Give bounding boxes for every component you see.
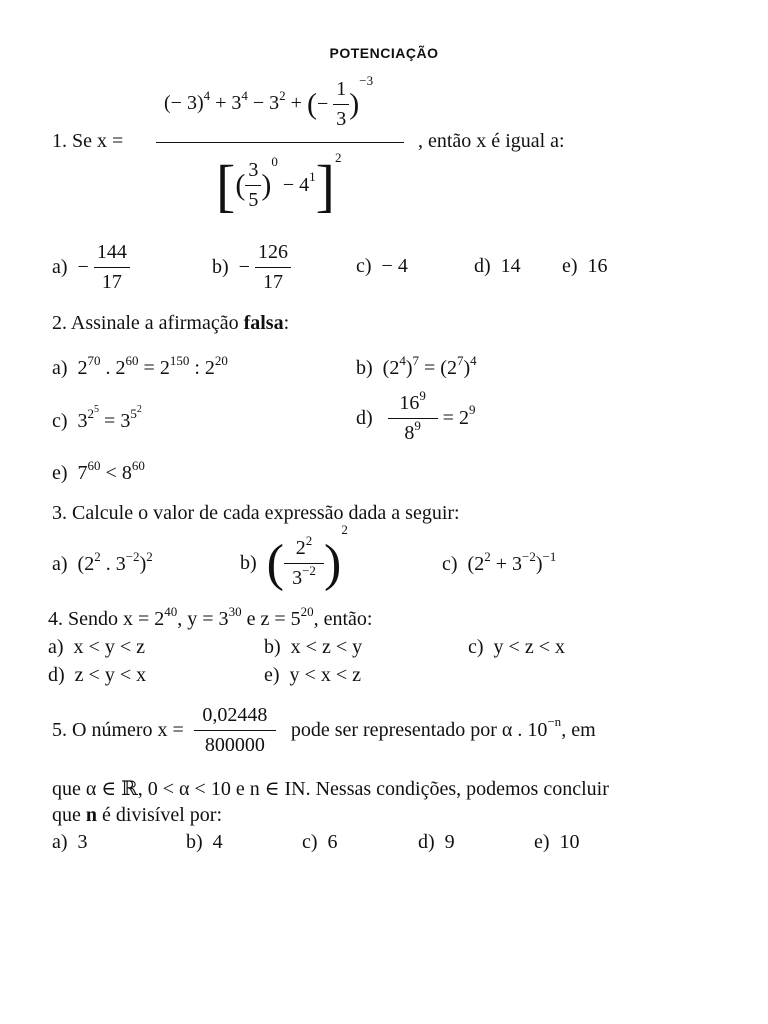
- q5-line1: 5. O número x = $\frac{0,02448}{800000}$ pode ser representado por α . $10^{-n}$, em: [52, 704, 596, 756]
- q4-option-b: b) x < z < y: [264, 636, 363, 658]
- q5-option-e: e) 10: [534, 831, 580, 853]
- page-title: POTENCIAÇÃO: [329, 45, 439, 61]
- q2-option-d: d) $\frac{16^9}{8^9}$ = $2^9$: [356, 388, 476, 444]
- q4-option-e: e) y < x < z: [264, 664, 361, 686]
- q5-option-d: d) 9: [418, 831, 455, 853]
- q5-line2: que α ∈ ℝ, 0 < α < 10 e n ∈ IN. Nessas condições, podemos concluir: [52, 778, 609, 800]
- q3-item-a: a) ($2^2$ . $3^{-2})^2$: [52, 549, 153, 575]
- q2-option-a: a) $2^{70}$ . $2^{60} = 2^{150}$ : $2^{20}$: [52, 353, 228, 379]
- q1-lead: 1. Se x =: [52, 130, 124, 152]
- q1-option-a: a) − $\frac{144}{17}$: [52, 241, 130, 294]
- q3-item-c: c) $(2^2 + 3^{-2})^{-1}$: [442, 549, 557, 575]
- q4-option-c: c) y < z < x: [468, 636, 565, 658]
- q5-option-a: a) 3: [52, 831, 88, 853]
- q1-option-e: e) 16: [562, 255, 608, 277]
- q5-option-b: b) 4: [186, 831, 223, 853]
- q5-option-c: c) 6: [302, 831, 338, 853]
- q1-option-b: b) − $\frac{126}{17}$: [212, 241, 291, 294]
- q1-option-c: c) − 4: [356, 255, 408, 277]
- q1-denominator: [( $\frac{3}{5}$ )$^0 - 4^1]^2$: [216, 150, 342, 218]
- q4-option-a: a) x < y < z: [48, 636, 145, 658]
- q1-numerator: (− $3)^4 + 3^4 - 3^2$ + (− $\frac{1}{3}$ )$^{-3}$: [164, 73, 374, 130]
- q2-option-c: c) $3^{2^5} = 3^{5^2}$: [52, 404, 142, 432]
- q2-option-b: b) $(2^4)^7 = (2^7)^4$: [356, 353, 477, 379]
- q4-option-d: d) z < y < x: [48, 664, 147, 686]
- q2-option-e: e) $7^{60} < 8^{60}$: [52, 458, 145, 484]
- q1-tail: , então x é igual a:: [418, 130, 565, 152]
- q4-lead: 4. Sendo $x = 2^{40}$, $y = 3^{30}$ e $z = 5^{20}$, então:: [48, 604, 373, 630]
- q3-item-b: b) ( $\frac{2^2}{3^{-2}}$ )$^2$: [240, 522, 348, 592]
- q2-lead: 2. Assinale a afirmação falsa:: [52, 312, 290, 334]
- q5-line3: que n é divisível por:: [52, 804, 222, 826]
- q1-fraction-bar: [156, 142, 404, 143]
- q3-lead: 3. Calcule o valor de cada expressão dada a seguir:: [52, 502, 460, 524]
- q1-option-d: d) 14: [474, 255, 521, 277]
